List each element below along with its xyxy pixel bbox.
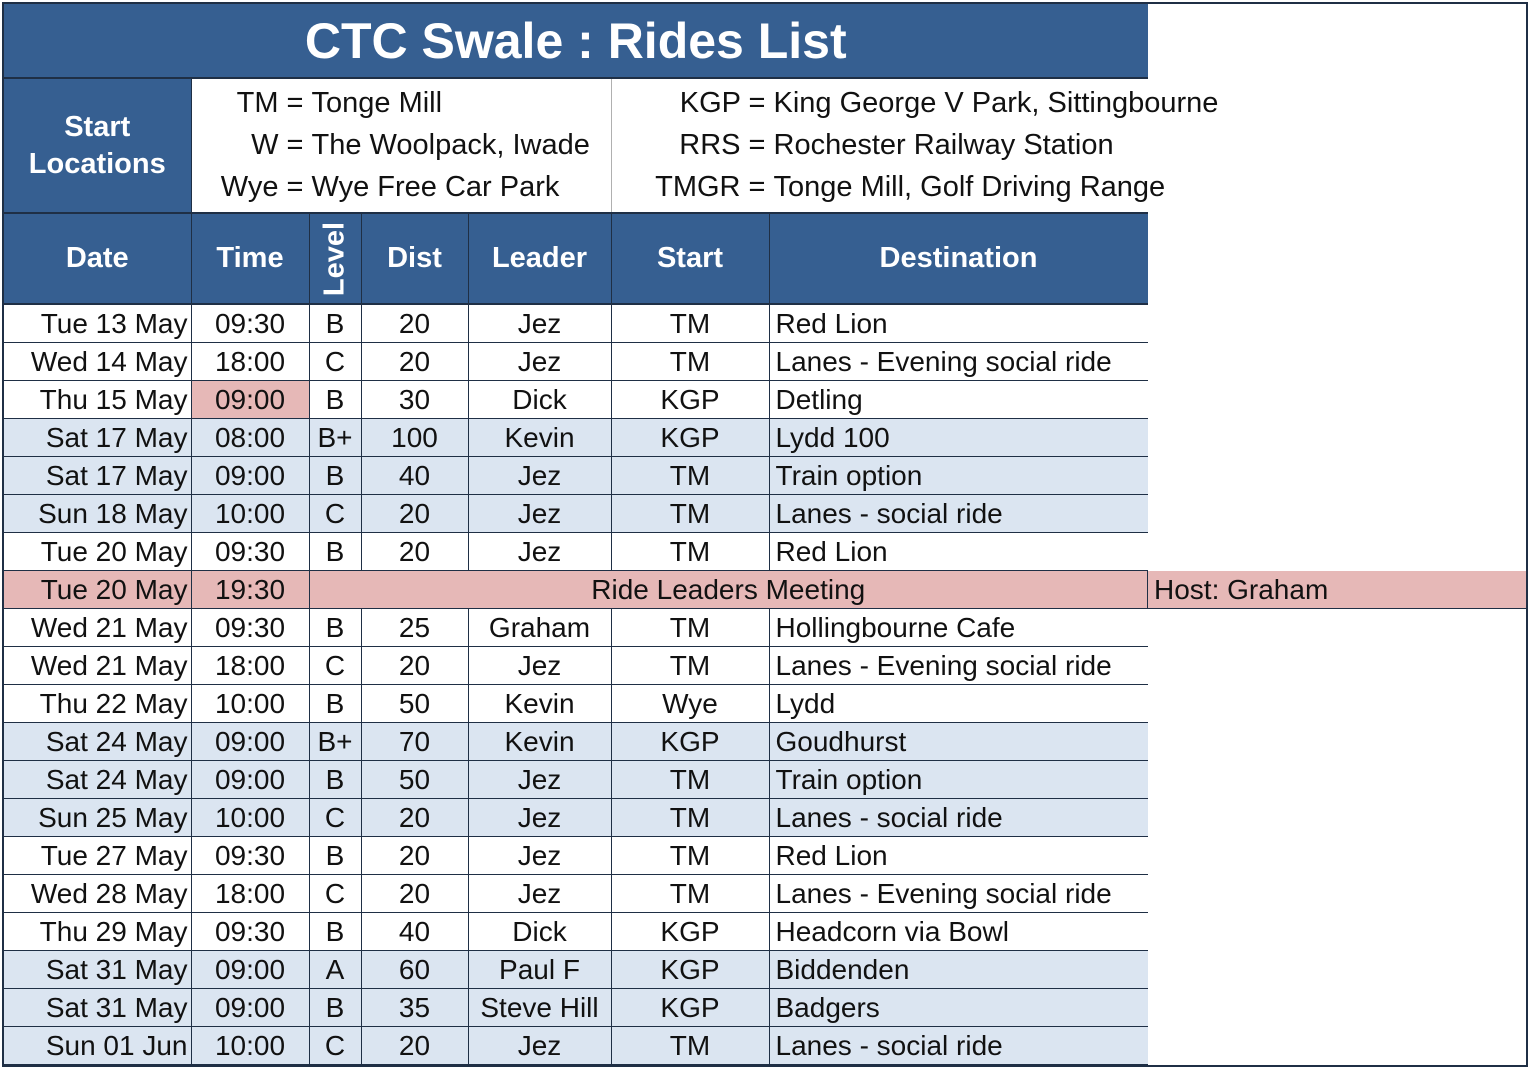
ride-row	[4, 799, 1526, 837]
ride-row	[4, 1027, 1526, 1065]
start-location-code: TM =	[236, 87, 304, 119]
ride-date: Sat 24 May	[4, 761, 191, 799]
ride-destination: Lanes - Evening social ride	[769, 647, 1148, 685]
ride-leader: Jez	[468, 495, 611, 533]
ride-level: C	[309, 1027, 361, 1065]
start-location-code: RRS =	[679, 129, 766, 161]
start-locations-label-line2: Locations	[28, 147, 166, 180]
ride-row	[4, 533, 1526, 571]
ride-distance: 60	[361, 951, 468, 989]
start-location-name: Tonge Mill	[311, 87, 443, 119]
ride-date: Sat 31 May	[4, 989, 191, 1027]
col-header-level-text: Level	[318, 221, 351, 296]
start-location-name: Wye Free Car Park	[311, 171, 560, 203]
start-location-code: W =	[251, 129, 304, 161]
ride-destination: Lanes - social ride	[769, 1027, 1148, 1065]
ride-level: C	[309, 875, 361, 913]
ride-date: Tue 27 May	[4, 837, 191, 875]
start-location-code: KGP =	[679, 87, 766, 119]
ride-date: Tue 20 May	[4, 571, 191, 609]
ride-time: 18:00	[191, 875, 309, 913]
ride-level: B	[309, 913, 361, 951]
ride-destination: Lanes - social ride	[769, 495, 1148, 533]
ride-destination: Train option	[769, 457, 1148, 495]
ride-time: 09:00	[191, 761, 309, 799]
ride-time: 09:30	[191, 533, 309, 571]
ride-distance: 20	[361, 799, 468, 837]
ride-start: TM	[611, 609, 769, 647]
ride-leader: Dick	[468, 381, 611, 419]
ride-start: TM	[611, 799, 769, 837]
ride-start: KGP	[611, 913, 769, 951]
ride-leader: Kevin	[468, 723, 611, 761]
ride-distance: 20	[361, 495, 468, 533]
ride-leader: Jez	[468, 875, 611, 913]
rides-body	[4, 304, 1526, 1065]
ride-time: 09:30	[191, 913, 309, 951]
ride-time: 09:00	[191, 723, 309, 761]
ride-row	[4, 495, 1526, 533]
ride-row	[4, 875, 1526, 913]
ride-date: Wed 28 May	[4, 875, 191, 913]
ride-date: Tue 20 May	[4, 533, 191, 571]
ride-leader: Jez	[468, 304, 611, 343]
start-location-name: Tonge Mill, Golf Driving Range	[773, 171, 1166, 203]
ride-start: KGP	[611, 989, 769, 1027]
ride-level: B	[309, 533, 361, 571]
ride-level: B	[309, 381, 361, 419]
ride-distance: 100	[361, 419, 468, 457]
ride-leader: Jez	[468, 1027, 611, 1065]
ride-destination: Detling	[769, 381, 1148, 419]
ride-row	[4, 343, 1526, 381]
ride-row	[4, 951, 1526, 989]
ride-destination: Badgers	[769, 989, 1148, 1027]
start-location-code: Wye =	[220, 171, 304, 203]
ride-row	[4, 381, 1526, 419]
ride-date: Sun 01 Jun	[4, 1027, 191, 1065]
ride-start: Wye	[611, 685, 769, 723]
ride-row	[4, 647, 1526, 685]
ride-start: KGP	[611, 381, 769, 419]
ride-destination: Lanes - social ride	[769, 799, 1148, 837]
ride-time: 09:00	[191, 381, 309, 419]
ride-level: C	[309, 343, 361, 381]
ride-time: 09:30	[191, 304, 309, 343]
ride-distance: 20	[361, 343, 468, 381]
ride-leader: Jez	[468, 799, 611, 837]
ride-level: B	[309, 685, 361, 723]
ride-leader: Kevin	[468, 419, 611, 457]
ride-destination: Biddenden	[769, 951, 1148, 989]
ride-time: 10:00	[191, 799, 309, 837]
ride-start: TM	[611, 761, 769, 799]
ride-start: TM	[611, 647, 769, 685]
ride-row	[4, 837, 1526, 875]
ride-distance: 25	[361, 609, 468, 647]
ride-time: 08:00	[191, 419, 309, 457]
ride-level: B+	[309, 723, 361, 761]
ride-time: 10:00	[191, 685, 309, 723]
col-header-date: Date	[4, 213, 191, 304]
ride-destination: Red Lion	[769, 304, 1148, 343]
ride-date: Sun 18 May	[4, 495, 191, 533]
start-location-name: King George V Park, Sittingbourne	[773, 87, 1219, 119]
rides-list-sheet	[2, 2, 1528, 1067]
meeting-note: Ride Leaders Meeting	[309, 571, 1148, 609]
col-header-leader: Leader	[468, 213, 611, 304]
ride-start: TM	[611, 457, 769, 495]
ride-leader: Steve Hill	[468, 989, 611, 1027]
ride-leader: Dick	[468, 913, 611, 951]
ride-date: Thu 22 May	[4, 685, 191, 723]
ride-start: TM	[611, 1027, 769, 1065]
start-locations-label	[4, 78, 191, 213]
ride-start: KGP	[611, 419, 769, 457]
ride-leader: Jez	[468, 761, 611, 799]
ride-destination: Lydd	[769, 685, 1148, 723]
ride-leader: Graham	[468, 609, 611, 647]
col-header-start: Start	[611, 213, 769, 304]
ride-level: C	[309, 799, 361, 837]
ride-level: A	[309, 951, 361, 989]
ride-level: C	[309, 647, 361, 685]
ride-distance: 70	[361, 723, 468, 761]
ride-date: Wed 21 May	[4, 609, 191, 647]
ride-start: TM	[611, 343, 769, 381]
ride-destination: Headcorn via Bowl	[769, 913, 1148, 951]
col-header-level	[309, 213, 361, 304]
start-locations-legend	[4, 78, 1526, 213]
ride-start: TM	[611, 533, 769, 571]
ride-row	[4, 304, 1526, 343]
ride-time: 09:00	[191, 951, 309, 989]
rides-table	[4, 4, 1526, 1065]
ride-destination: Lanes - Evening social ride	[769, 343, 1148, 381]
ride-level: B	[309, 609, 361, 647]
ride-destination: Host: Graham	[1148, 571, 1527, 609]
ride-leader: Jez	[468, 837, 611, 875]
ride-date: Sat 17 May	[4, 419, 191, 457]
ride-distance: 20	[361, 304, 468, 343]
ride-date: Sat 31 May	[4, 951, 191, 989]
ride-level: B	[309, 989, 361, 1027]
ride-level: B	[309, 761, 361, 799]
ride-row	[4, 457, 1526, 495]
ride-level: B	[309, 304, 361, 343]
ride-date: Thu 29 May	[4, 913, 191, 951]
ride-distance: 40	[361, 913, 468, 951]
ride-start: TM	[611, 875, 769, 913]
ride-row	[4, 989, 1526, 1027]
ride-time: 09:30	[191, 837, 309, 875]
column-header-row	[4, 213, 1526, 304]
ride-destination: Goudhurst	[769, 723, 1148, 761]
ride-destination: Lydd 100	[769, 419, 1148, 457]
ride-date: Wed 21 May	[4, 647, 191, 685]
ride-start: KGP	[611, 951, 769, 989]
ride-time: 10:00	[191, 1027, 309, 1065]
ride-row	[4, 723, 1526, 761]
ride-leader: Kevin	[468, 685, 611, 723]
ride-destination: Lanes - Evening social ride	[769, 875, 1148, 913]
ride-row	[4, 609, 1526, 647]
ride-start: KGP	[611, 723, 769, 761]
ride-time: 18:00	[191, 343, 309, 381]
ride-distance: 50	[361, 761, 468, 799]
ride-destination: Hollingbourne Cafe	[769, 609, 1148, 647]
ride-row	[4, 761, 1526, 799]
ride-distance: 30	[361, 381, 468, 419]
start-location-name: The Woolpack, Iwade	[311, 129, 590, 161]
ride-row	[4, 419, 1526, 457]
ride-distance: 20	[361, 647, 468, 685]
ride-level: C	[309, 495, 361, 533]
ride-date: Tue 13 May	[4, 304, 191, 343]
ride-distance: 20	[361, 1027, 468, 1065]
ride-leader: Jez	[468, 457, 611, 495]
ride-leader: Jez	[468, 343, 611, 381]
ride-time: 09:00	[191, 989, 309, 1027]
ride-start: TM	[611, 495, 769, 533]
ride-date: Wed 14 May	[4, 343, 191, 381]
ride-row	[4, 685, 1526, 723]
ride-time: 09:30	[191, 609, 309, 647]
ride-destination: Train option	[769, 761, 1148, 799]
start-location-name: Rochester Railway Station	[773, 129, 1114, 161]
col-header-dist: Dist	[361, 213, 468, 304]
ride-start: TM	[611, 304, 769, 343]
ride-row	[4, 913, 1526, 951]
ride-distance: 50	[361, 685, 468, 723]
ride-level: B	[309, 457, 361, 495]
ride-destination: Red Lion	[769, 533, 1148, 571]
start-locations-left	[191, 78, 611, 213]
ride-start: TM	[611, 837, 769, 875]
ride-date: Sun 25 May	[4, 799, 191, 837]
ride-row	[4, 571, 1526, 609]
ride-distance: 20	[361, 875, 468, 913]
ride-time: 18:00	[191, 647, 309, 685]
ride-destination: Red Lion	[769, 837, 1148, 875]
col-header-time: Time	[191, 213, 309, 304]
start-location-code: TMGR =	[655, 171, 766, 203]
ride-date: Sat 17 May	[4, 457, 191, 495]
ride-leader: Jez	[468, 647, 611, 685]
col-header-destination: Destination	[769, 213, 1148, 304]
ride-leader: Jez	[468, 533, 611, 571]
ride-time: 09:00	[191, 457, 309, 495]
ride-distance: 20	[361, 837, 468, 875]
ride-level: B	[309, 837, 361, 875]
ride-leader: Paul F	[468, 951, 611, 989]
start-locations-right	[611, 78, 1219, 213]
ride-distance: 20	[361, 533, 468, 571]
ride-time: 10:00	[191, 495, 309, 533]
start-locations-label-line1: Start	[64, 110, 131, 143]
ride-time: 19:30	[191, 571, 309, 609]
page-title: CTC Swale : Rides List	[4, 4, 1148, 78]
ride-level: B+	[309, 419, 361, 457]
ride-distance: 35	[361, 989, 468, 1027]
ride-distance: 40	[361, 457, 468, 495]
ride-date: Thu 15 May	[4, 381, 191, 419]
ride-date: Sat 24 May	[4, 723, 191, 761]
